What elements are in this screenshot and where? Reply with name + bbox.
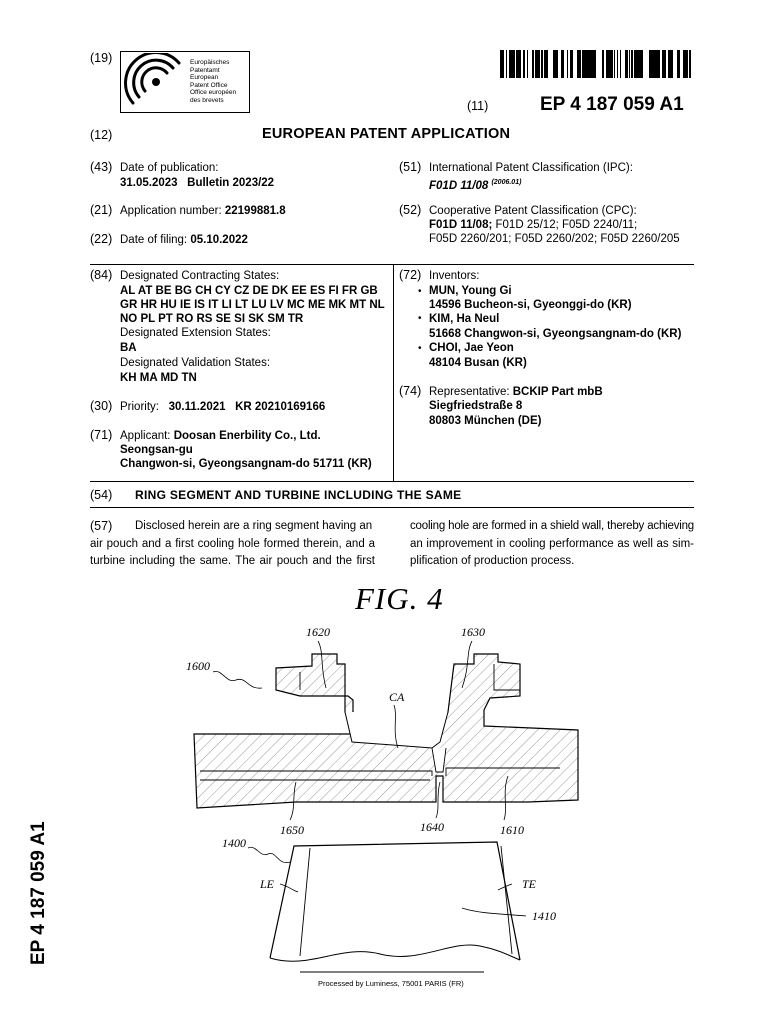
abstract-line: Disclosed herein are a ring segment having an [135, 520, 373, 532]
inid-code-19: (19) [90, 51, 113, 65]
label-TE: TE [522, 877, 537, 891]
contracting-states-label: Designated Contracting States: [120, 270, 280, 282]
publication-date-value: 31.05.2023 Bulletin 2023/22 [120, 177, 275, 189]
bullet-icon: • [418, 343, 422, 354]
inventor-address: 48104 Busan (KR) [429, 357, 527, 369]
leader-1600 [213, 671, 262, 688]
footer-printer: Processed by Luminess, 75001 PARIS (FR) [318, 979, 464, 988]
inventor-name: KIM, Ha Neul [429, 313, 500, 325]
publication-number: EP 4 187 059 A1 [540, 94, 684, 115]
inid-code-57: (57) [90, 519, 113, 533]
cpc-label: Cooperative Patent Classification (CPC): [429, 205, 637, 217]
label-1650: 1650 [280, 823, 304, 837]
application-number-value: 22199881.8 [224, 205, 286, 217]
office-name-line: Europäisches [190, 59, 230, 66]
filing-date-value: 05.10.2022 [190, 234, 248, 246]
leader-LE [280, 884, 298, 892]
extension-states-label: Designated Extension States: [120, 327, 271, 339]
ipc-class: F01D 11/08 [429, 179, 489, 192]
inventor-name: CHOI, Jae Yeon [429, 342, 514, 354]
office-name-line: Office européen [190, 89, 237, 97]
representative-address-line: 80803 München (DE) [429, 415, 542, 427]
side-publication-number: EP 4 187 059 A1 [28, 821, 49, 965]
label-LE: LE [260, 877, 275, 891]
inventor-address: 14596 Bucheon-si, Gyeonggi-do (KR) [429, 299, 632, 311]
representative-name: BCKIP Part mbB [512, 386, 603, 398]
filing-date-label: Date of filing: [120, 234, 188, 246]
abstract-line: plification of production process. [410, 555, 575, 567]
abstract-line: cooling hole are formed in a shield wall, thereby achieving [410, 520, 694, 532]
inid-code-71: (71) [90, 428, 113, 442]
inid-code-54: (54) [90, 488, 113, 502]
contracting-states-line: AL AT BE BG CH CY CZ DE DK EE ES FI FR GB [120, 285, 378, 297]
contracting-states-line: GR HR HU IE IS IT LI LT LU LV MC ME MK MT NL [120, 299, 385, 311]
abstract-line: turbine including the same. The air pouch and the first [90, 555, 375, 567]
applicant-address-line: Changwon-si, Gyeongsangnam-do 51711 (KR) [120, 458, 372, 470]
application-number-label: Application number: [120, 205, 222, 217]
document-type: EUROPEAN PATENT APPLICATION [262, 126, 511, 142]
inid-code-74: (74) [399, 384, 422, 398]
inventor-address: 51668 Changwon-si, Gyeongsangnam-do (KR) [429, 328, 682, 340]
inid-code-11: (11) [467, 99, 489, 113]
label-1410: 1410 [532, 909, 556, 923]
office-name-line: Patent Office [190, 81, 228, 89]
inid-code-43: (43) [90, 160, 113, 174]
label-CA: CA [389, 690, 405, 704]
ipc-label: International Patent Classification (IPC): [429, 162, 633, 174]
inventor-name: MUN, Young Gi [429, 285, 512, 297]
extension-states-value: BA [120, 342, 137, 354]
blade-root [270, 945, 520, 961]
inid-code-21: (21) [90, 203, 113, 217]
validation-states-value: KH MA MD TN [120, 372, 197, 384]
cpc-line-2: F05D 2260/201; F05D 2260/202; F05D 2260/205 [429, 233, 680, 245]
contracting-states-line: NO PL PT RO RS SE SI SK SM TR [120, 313, 304, 325]
abstract-line: air pouch and a first cooling hole formed therein, and a [90, 537, 375, 550]
applicant-address-line: Seongsan-gu [120, 444, 193, 456]
inid-code-72: (72) [399, 268, 422, 282]
publication-date-label: Date of publication: [120, 162, 219, 174]
label-1620: 1620 [306, 625, 330, 639]
office-name-line: Patentamt [190, 66, 220, 74]
inid-code-84: (84) [90, 268, 113, 282]
label-1600: 1600 [186, 659, 210, 673]
priority-label: Priority: [120, 401, 159, 413]
label-1400: 1400 [222, 836, 246, 850]
abstract-line: an improvement in cooling performance as well as sim- [410, 537, 694, 550]
office-name-line: European [190, 74, 219, 82]
inventors-label: Inventors: [429, 270, 480, 282]
inid-code-51: (51) [399, 160, 422, 174]
label-1610: 1610 [500, 823, 524, 837]
inid-code-30: (30) [90, 399, 113, 413]
cpc-main-class: F01D 11/08; [429, 219, 493, 231]
ipc-version: (2006.01) [491, 179, 522, 186]
inid-code-52: (52) [399, 203, 422, 217]
applicant-label: Applicant: [120, 430, 171, 442]
blade-outline [270, 842, 520, 960]
representative-address-line: Siegfriedstraße 8 [429, 400, 523, 412]
label-1630: 1630 [461, 625, 485, 639]
leader-1410 [462, 908, 526, 916]
bullet-icon: • [418, 313, 422, 324]
cpc-classes: F01D 25/12; F05D 2240/11; [495, 219, 638, 231]
inid-code-22: (22) [90, 232, 113, 246]
figure-title: FIG. 4 [355, 581, 444, 616]
validation-states-label: Designated Validation States: [120, 357, 271, 369]
bullet-icon: • [418, 286, 422, 297]
priority-value: 30.11.2021 KR 20210169166 [168, 401, 326, 413]
office-name-line: des brevets [190, 96, 224, 104]
applicant-name: Doosan Enerbility Co., Ltd. [173, 430, 321, 442]
invention-title: RING SEGMENT AND TURBINE INCLUDING THE SAME [135, 488, 462, 502]
inid-code-12: (12) [90, 128, 113, 142]
leader-1400 [248, 847, 290, 862]
representative-label: Representative: [429, 386, 510, 398]
label-1640: 1640 [420, 820, 444, 834]
